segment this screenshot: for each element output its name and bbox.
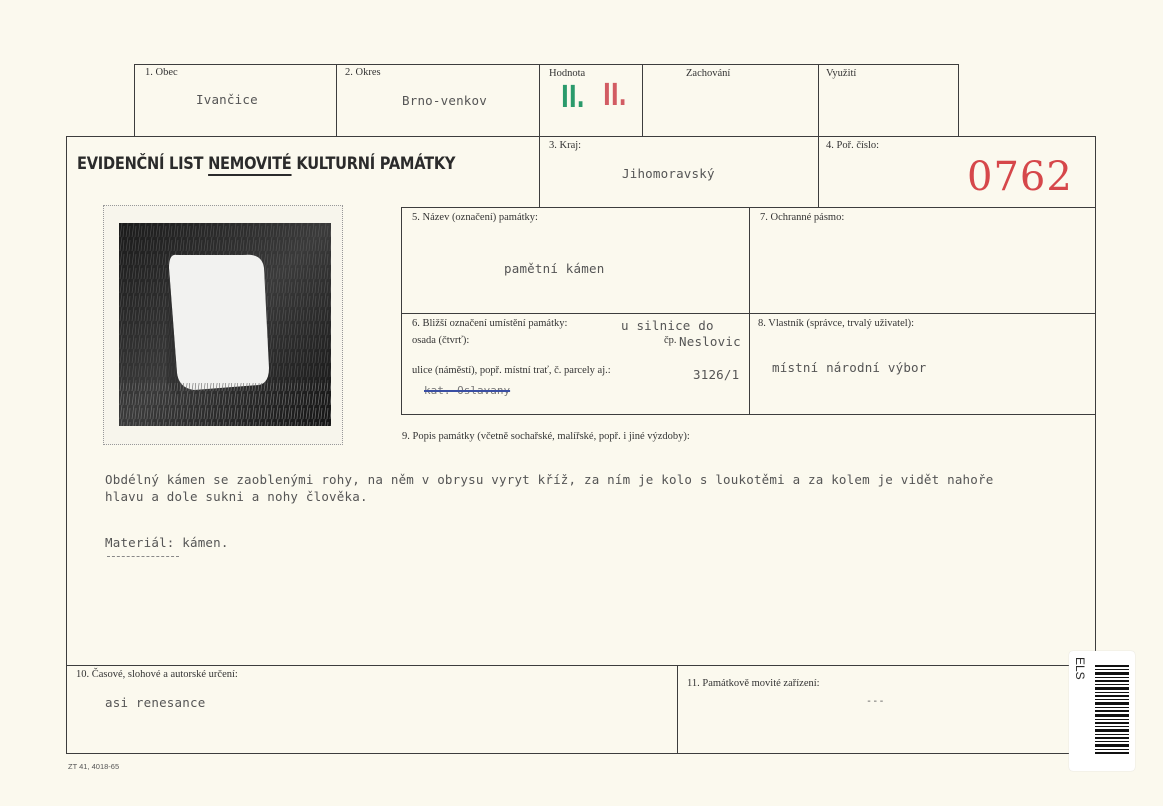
vlastnik-label: 8. Vlastník (správce, trvalý uživatel): xyxy=(758,318,915,329)
monument-photo-frame xyxy=(103,205,343,445)
osada-label: osada (čtvrť): xyxy=(412,335,470,346)
nazev-value: pamětní kámen xyxy=(504,261,605,276)
form-title: EVIDENČNÍ LIST NEMOVITÉ KULTURNÍ PAMÁTKY xyxy=(77,154,456,174)
poradove-cislo-value: 0762 xyxy=(967,154,1073,200)
obec-value: Ivančice xyxy=(196,92,258,107)
katastr-struck: kat. Oslavany xyxy=(424,384,511,397)
barcode-sticker xyxy=(1069,651,1135,771)
cp-label: čp. xyxy=(664,335,677,346)
zachovani-label: Zachování xyxy=(686,68,731,79)
ochranne-pasmo-label: 7. Ochranné pásmo: xyxy=(760,212,845,223)
material-line: Materiál: kámen. xyxy=(105,535,229,550)
form-code: ZT 41, 4018-65 xyxy=(68,762,120,771)
barcode-text: ELS xyxy=(1073,657,1087,680)
barcode-icon xyxy=(1095,665,1129,755)
umisteni-label: 6. Bližší označení umístění památky: xyxy=(412,318,568,329)
umisteni-typed1: u silnice do xyxy=(621,318,714,333)
ulice-label: ulice (náměstí), popř. místní trať, č. parcely aj.: xyxy=(412,365,611,376)
kraj-value: Jihomoravský xyxy=(622,166,715,181)
casove-urceni-label: 10. Časové, slohové a autorské určení: xyxy=(76,669,238,680)
vlastnik-value: místní národní výbor xyxy=(772,360,927,375)
cp-value: Neslovic xyxy=(679,334,741,349)
casove-urceni-value: asi renesance xyxy=(105,695,206,710)
kraj-label: 3. Kraj: xyxy=(549,140,582,151)
movita-zarizeni-label: 11. Památkově movité zařízení: xyxy=(687,678,820,689)
obec-label: 1. Obec xyxy=(145,67,178,78)
vyuziti-label: Využití xyxy=(826,68,857,79)
popis-label: 9. Popis památky (včetně sochařské, malířské, popř. i jiné výzdoby): xyxy=(402,431,690,442)
popis-line1: Obdélný kámen se zaoblenými rohy, na něm v obrysu vyryt kříž, za ním je kolo s loukotěmi a za kolem je vidět nahoře xyxy=(105,472,994,487)
hodnota-value-red: II. xyxy=(603,78,627,113)
hodnota-value-green: II. xyxy=(561,80,585,115)
okres-label: 2. Okres xyxy=(345,67,381,78)
material-underline xyxy=(107,556,179,557)
okres-value: Brno-venkov xyxy=(402,93,487,108)
poradove-cislo-label: 4. Poř. číslo: xyxy=(826,140,880,151)
parcela-value: 3126/1 xyxy=(693,367,740,382)
popis-line2: hlavu a dole sukni a nohy člověka. xyxy=(105,489,368,504)
nazev-label: 5. Název (označení) památky: xyxy=(412,212,538,223)
monument-photo xyxy=(119,223,331,426)
hodnota-label: Hodnota xyxy=(549,68,586,79)
movita-zarizeni-value: --- xyxy=(866,696,885,707)
